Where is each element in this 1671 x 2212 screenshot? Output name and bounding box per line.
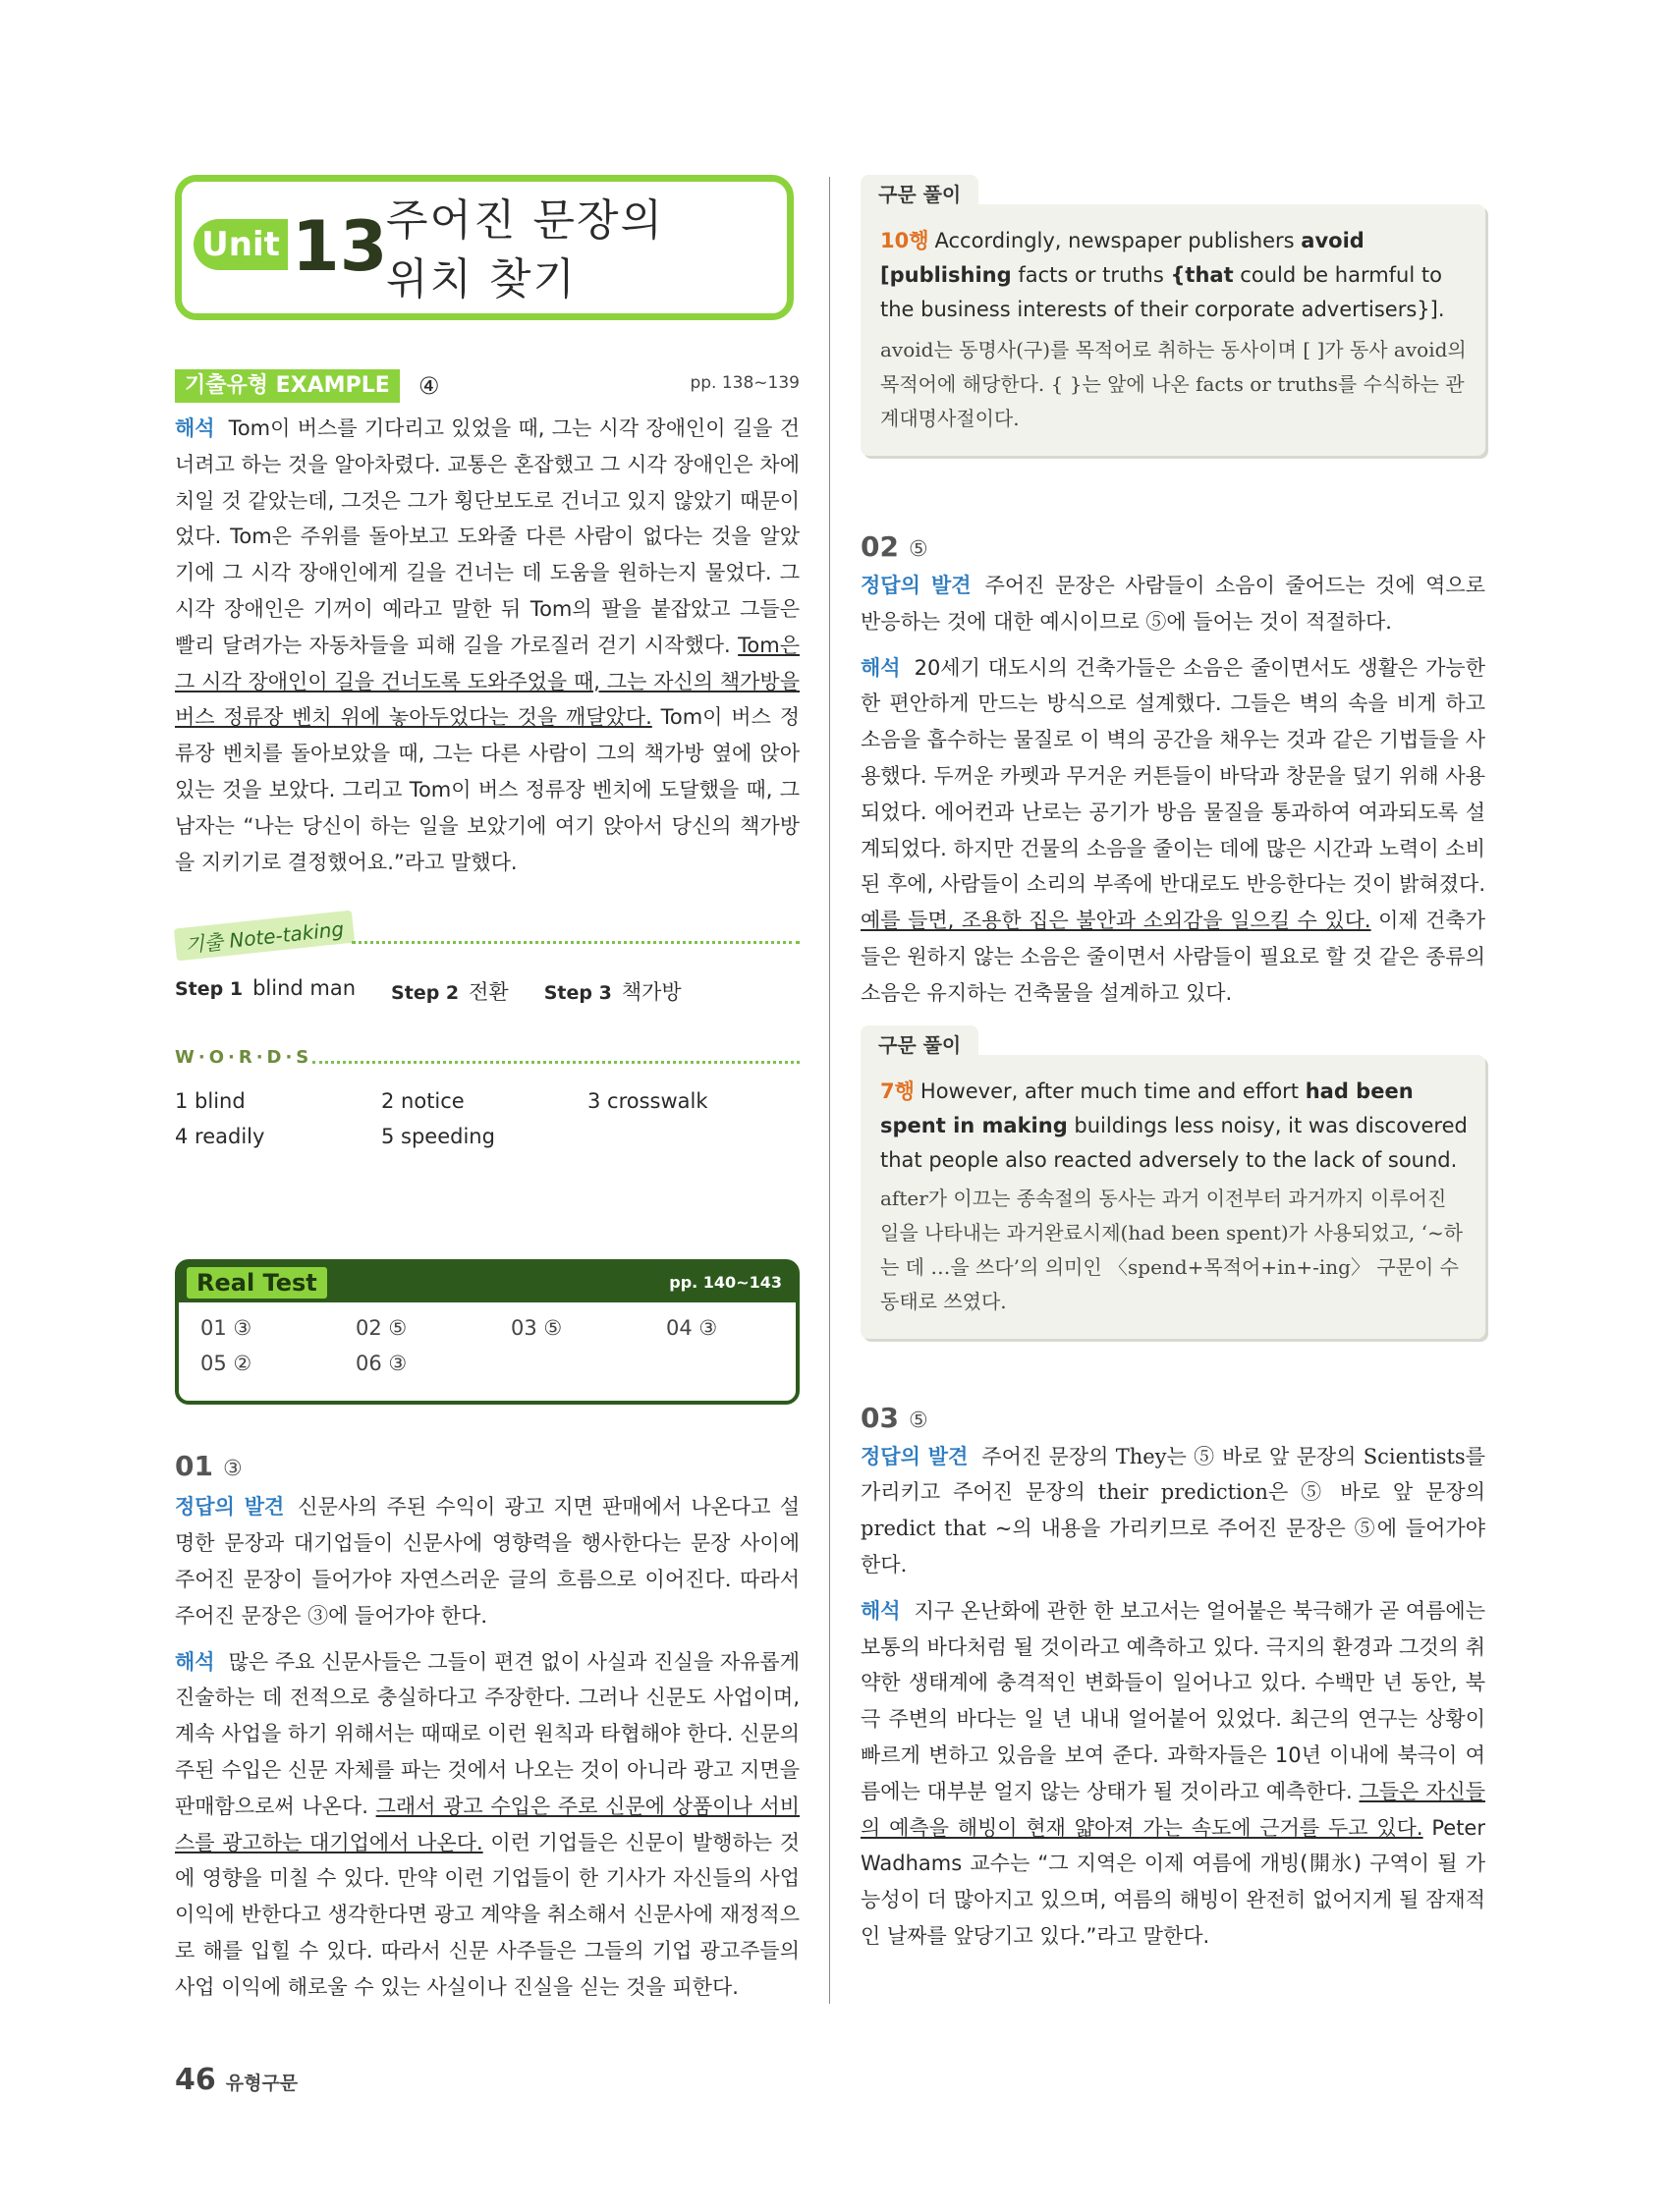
jeongdap-label: 정답의 발견 xyxy=(861,1444,969,1468)
gubun1-explanation: avoid는 동명사(구)를 목적어로 취하는 동사이며 [ ]가 동사 avoid의 목적어에 해당한다. { }는 앞에 나온 facts or truths를 수식하는 관계대명사절이다. xyxy=(880,338,1467,430)
jeongdap-label: 정답의 발견 xyxy=(861,574,972,597)
haeseok-label: 해석 xyxy=(861,655,901,680)
note-taking-row xyxy=(175,916,800,963)
words-tag: W·O·R·D·S xyxy=(175,1047,313,1069)
haeseok-text1: Tom이 버스를 기다리고 있었을 때, 그는 시각 장애인이 길을 건너려고 하는 것을 알아차렸다. 교통은 혼잡했고 그 시각 장애인은 차에 치일 것 같았는데, 그것은 그가 횡단보도로 건너고 있지 않았기 때문이었다. Tom은 주위를 돌아보고 도와줄 다른 사람이 없다는 것을 알았기에 그 시각 장애인에게 길을 건너는 데 도움을 원하는지 물었다. 그 시각 장애인은 기꺼이 예라고 말한 뒤 Tom의 팔을 붙잡았고 그들은 빨리 달려가는 자동차들을 피해 길을 가로질러 걷기 시작했다. xyxy=(175,416,800,657)
gubun-box-1 xyxy=(861,183,1485,456)
unit-label: Unit xyxy=(194,219,288,270)
word-item: 1 blind xyxy=(175,1089,246,1114)
gubun-tab: 구문 풀이 xyxy=(861,1025,978,1062)
words-dots xyxy=(312,1061,800,1064)
step-1: Step 1 blind man xyxy=(175,976,357,1001)
gubun2-sentence: 7행 However, after much time and effort had been spent in making buildings less noisy, it was discovered that people also reacted adversely to the lack of sound. xyxy=(880,1078,1468,1172)
word-item: 4 readily xyxy=(175,1125,265,1149)
word-item: 3 crosswalk xyxy=(587,1089,708,1114)
haeseok-underline: Tom은 그 시각 장애인이 길을 건너도록 도와주었을 때, 그는 자신의 책가방을 버스 정류장 벤치 위에 놓아두었다는 것을 깨달았다. xyxy=(175,633,800,730)
unit-title-line2: 위치 찾기 xyxy=(386,254,578,304)
answer-item: 04 ③ xyxy=(666,1316,718,1341)
note-dots xyxy=(352,941,800,944)
gubun2-explanation: after가 이끄는 종속절의 동사는 과거 이전부터 과거까지 이루어진 일을 나타내는 과거완료시제(had been spent)가 사용되었고, ‘~하는 데 …을 쓰다’의 의미인 〈spend+목적어+in+-ing〉 구문이 수동태로 쓰였다. xyxy=(880,1186,1464,1313)
unit-number: 13 xyxy=(292,206,388,287)
gubun1-sentence: 10행 Accordingly, newspaper publishers avoid [publishing facts or truths {that could be harmful to the business interests of their corporate advertisers}]. xyxy=(880,229,1445,321)
words-list xyxy=(175,1086,800,1151)
answer-item: 03 ⑤ xyxy=(511,1316,563,1341)
gubun-tab: 구문 풀이 xyxy=(861,175,978,211)
example-row xyxy=(175,369,800,403)
q02-jeongdap: 정답의 발견 주어진 문장은 사람들이 소음이 줄어드는 것에 역으로 반응하는 것에 대한 예시이므로 ⑤에 들어는 것이 적절하다. xyxy=(861,574,1485,634)
haeseok-text2: Tom이 버스 정류장 벤치를 돌아보았을 때, 그는 다른 사람이 그의 책가방 옆에 앉아 있는 것을 보았다. 그리고 Tom이 버스 정류장 벤치에 도달했을 때, 그 남자는 “나는 당신이 하는 일을 보았기에 여기 앉아서 당신의 책가방을 지키기로 결정했어요.”라고 말했다. xyxy=(175,705,801,874)
word-item: 2 notice xyxy=(381,1089,465,1114)
page-footer xyxy=(175,2063,298,2097)
example-haeseok xyxy=(175,411,800,880)
haeseok-label: 해석 xyxy=(175,1649,215,1674)
answer-item: 05 ② xyxy=(200,1352,252,1376)
example-tag: 기출유형 EXAMPLE xyxy=(175,369,400,403)
example-answer: ④ xyxy=(418,372,440,400)
step-3: Step 3 책가방 xyxy=(543,980,682,1005)
q01-jeongdap: 정답의 발견 신문사의 주된 수익이 광고 지면 판매에서 나온다고 설명한 문장과 대기업들이 신문사에 영향력을 행사한다는 문장 사이에 주어진 문장이 들어가야 자연스러운 글의 흐름으로 이어진다. 따라서 주어진 문장은 ③에 들어가야 한다. xyxy=(175,1495,800,1628)
q01-haeseok: 해석 많은 주요 신문사들은 그들이 편견 없이 사실과 진실을 자유롭게 진술하는 데 전적으로 충실하다고 주장한다. 그러나 신문도 사업이며, 계속 사업을 하기 위해서는 때때로 이런 원칙과 타협해야 한다. 신문의 주된 수입은 신문 자체를 파는 것에서 나오는 것이 아니라 광고 지면을 판매함으로써 나온다. 그래서 광고 수입은 주로 신문에 상품이나 서비스를 광고하는 대기업에서 나온다. 이런 기업들은 신문이 발행하는 것에 영향을 미칠 수 있다. 만약 이런 기업들이 한 기사가 자신들의 사업 이익에 반한다고 생각한다면 광고 계약을 취소해서 신문사에 재정적으로 해를 입힐 수 있다. 따라서 신문 사주들은 그들의 기업 광고주들의 사업 이익에 해로울 수 있는 사실이나 진실을 싣는 것을 피한다. xyxy=(175,1649,800,1999)
answer-item: 01 ③ xyxy=(200,1316,252,1341)
section-name: 유형구문 xyxy=(225,2073,299,2094)
haeseok-label: 해석 xyxy=(175,416,215,440)
answer-item: 06 ③ xyxy=(356,1352,408,1376)
q03-haeseok: 해석 지구 온난화에 관한 한 보고서는 얼어붙은 북극해가 곧 여름에는 보통의 바다처럼 될 것이라고 예측하고 있다. 극지의 환경과 그것의 취약한 생태계에 충격적인 변화들이 일어나고 있다. 수백만 년 동안, 북극 주변의 바다는 일 년 내내 얼어붙어 있었다. 최근의 연구는 상황이 빠르게 변하고 있음을 보여 준다. 과학자들은 10년 이내에 북극이 여름에는 대부분 얼지 않는 상태가 될 것이라고 예측한다. 그들은 자신들의 예측을 해빙이 현재 얇아져 가는 속도에 근거를 두고 있다. Peter Wadhams 교수는 “그 지역은 이제 여름에 개빙(開氷) 구역이 될 가능성이 더 많아지고 있으며, 여름의 해빙이 완전히 없어지게 될 잠재적인 날짜를 앞당기고 있다.”라고 말한다. xyxy=(861,1598,1485,1948)
real-test-tag: Real Test xyxy=(187,1267,327,1299)
q02-number: 02 ⑤ xyxy=(861,530,928,563)
unit-title-line1: 주어진 문장의 xyxy=(386,195,665,246)
note-taking-tag: 기출 Note-taking xyxy=(174,911,356,962)
haeseok-label: 해석 xyxy=(861,1598,901,1623)
real-test-answers xyxy=(179,1302,796,1379)
q02-haeseok: 해석 20세기 대도시의 건축가들은 소음은 줄이면서도 생활은 가능한 한 편안하게 만드는 방식으로 설계했다. 그들은 벽의 속을 비게 하고 소음을 흡수하는 물질로 이 벽의 공간을 채우는 것과 같은 기법들을 사용했다. 두꺼운 카펫과 무거운 커튼들이 바닥과 창문을 덮기 위해 사용되었다. 에어컨과 난로는 공기가 방음 물질을 통과하여 여과되도록 설계되었다. 하지만 건물의 소음을 줄이는 데에 많은 시간과 노력이 소비된 후에, 사람들이 소리의 부족에 반대로도 반응한다는 것이 밝혀졌다. 예를 들면, 조용한 집은 불안과 소외감을 일으킬 수 있다. 이제 건축가들은 원하지 않는 소음은 줄이면서 사람들이 필요로 할 것 같은 종류의 소음은 유지하는 건축물을 설계하고 있다. xyxy=(861,655,1486,1005)
column-divider xyxy=(829,177,830,2004)
q01-number: 01 ③ xyxy=(175,1450,243,1483)
unit-title xyxy=(386,192,664,309)
right-column xyxy=(861,177,1485,1955)
real-test-header xyxy=(179,1263,796,1302)
q03-jeongdap: 정답의 발견 주어진 문장의 They는 ⑤ 바로 앞 문장의 Scientists를 가리키고 주어진 문장의 their prediction은 ⑤ 바로 앞 문장의 predict that ~의 내용을 가리키므로 주어진 문장은 ⑤에 들어가야 한다. xyxy=(861,1444,1485,1576)
real-test-box xyxy=(175,1259,800,1405)
note-steps xyxy=(175,976,800,1006)
real-test-pages: pp. 140~143 xyxy=(669,1273,782,1293)
example-pages: pp. 138~139 xyxy=(690,373,800,393)
unit-header-box xyxy=(175,175,794,320)
q03-number: 03 ⑤ xyxy=(861,1401,928,1434)
jeongdap-label: 정답의 발견 xyxy=(175,1495,285,1520)
words-row xyxy=(175,1047,800,1077)
answer-item: 02 ⑤ xyxy=(356,1316,408,1341)
page-number: 46 xyxy=(175,2063,216,2097)
left-column xyxy=(175,175,800,2006)
step-2: Step 2 전환 xyxy=(391,980,509,1005)
gubun-box-2 xyxy=(861,1032,1485,1339)
word-item: 5 speeding xyxy=(381,1125,495,1149)
